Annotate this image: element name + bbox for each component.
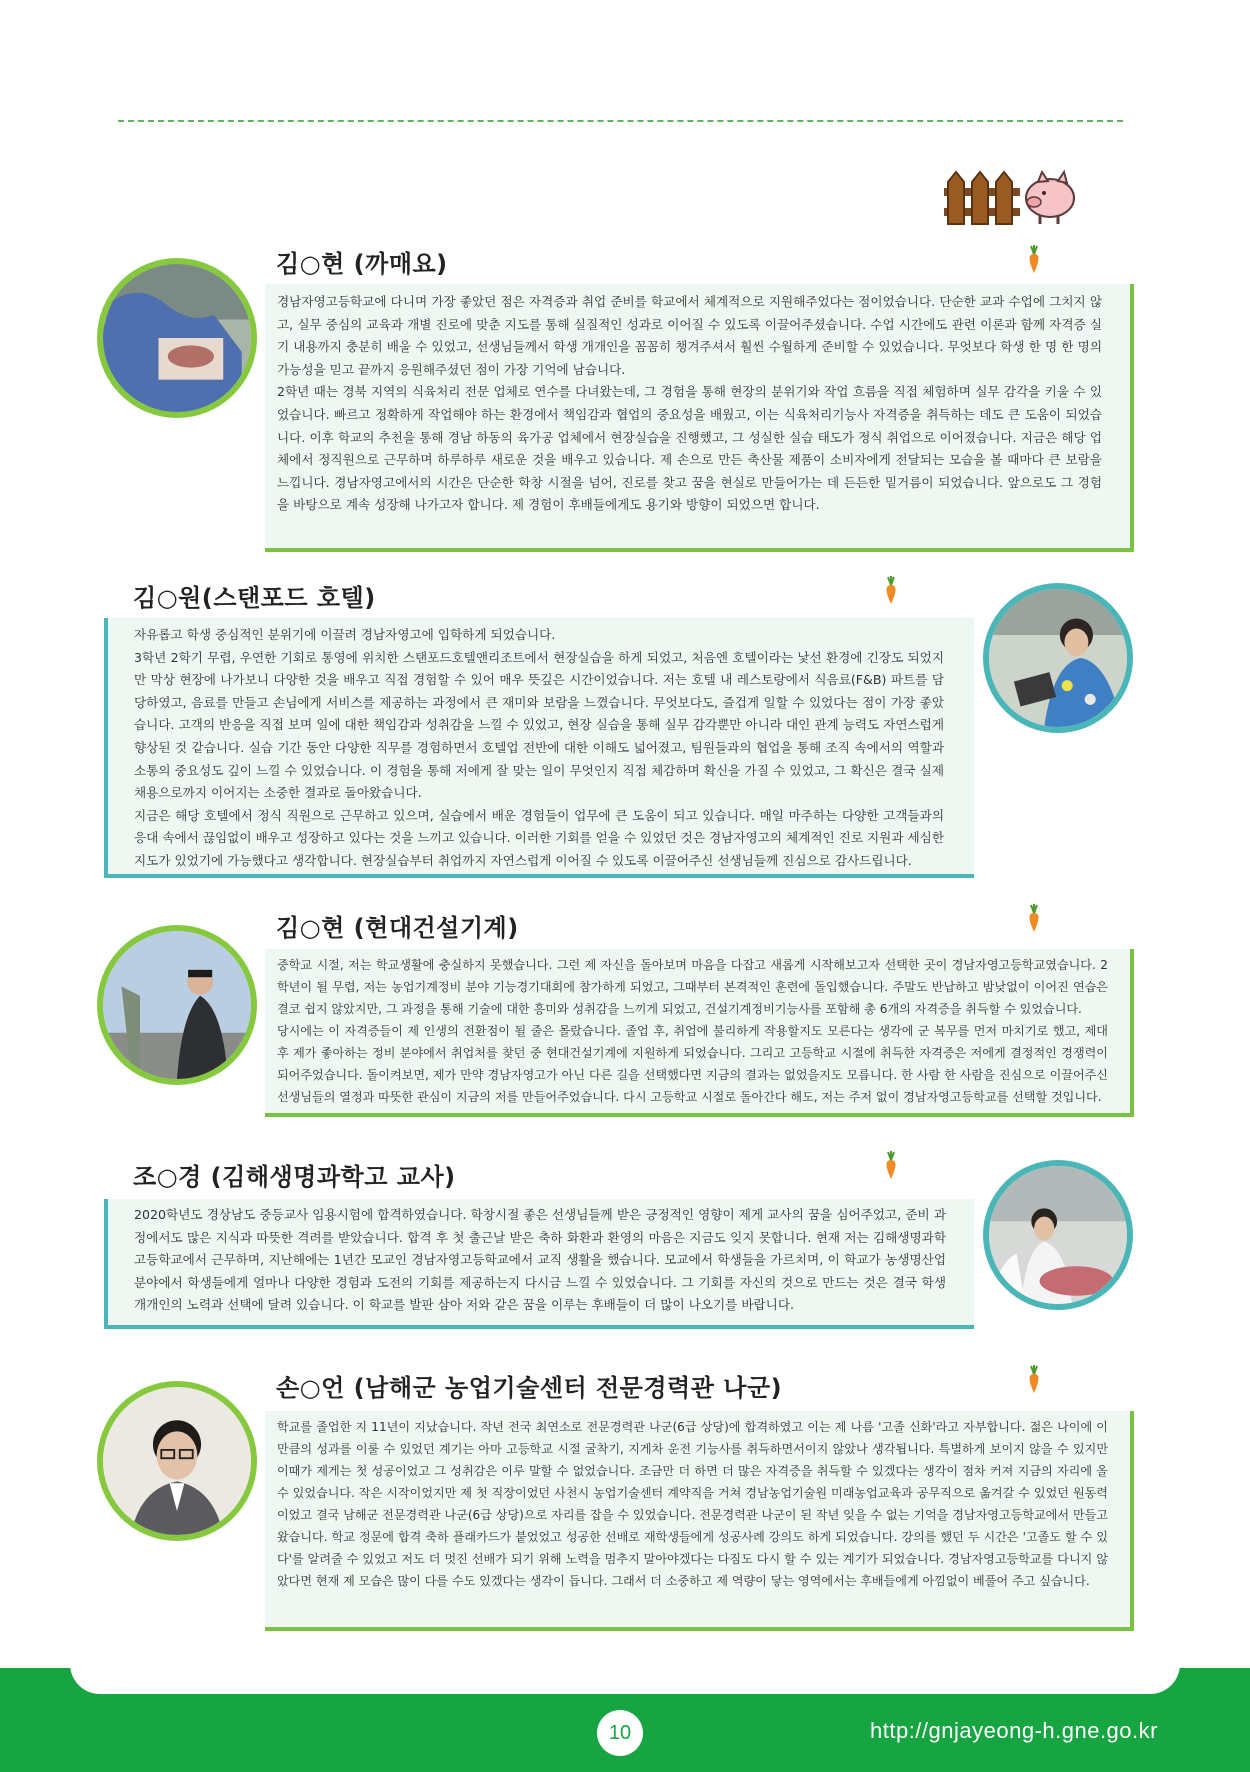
testimonial-1-name: 김○현 (까매요) [276, 250, 448, 278]
testimonial-4-box [104, 1199, 974, 1329]
testimonial-5-name: 손○언 (남해군 농업기술센터 전문경력관 나군) [276, 1374, 783, 1402]
page-number: 10 [597, 1710, 643, 1756]
testimonial-2-paragraph: 지금은 해당 호텔에서 정식 직원으로 근무하고 있으며, 실습에서 배운 경험들이 업무에 큰 도움이 되고 있습니다. 매일 마주하는 다양한 고객들과의 응대 속에서 끊임없이 배우고 성장하고 있다는 것을 느끼고 있습니다. 이러한 기회를 얻을 수 있었던 것은 경남자영고의 체계적인 진로 지원과 세심한 지도가 있었기에 가능했다고 생각합니다. 현장실습부터 취업까지 자연스럽게 이어질 수 있도록 이끌어주신 선생님들께 진심으로 감사드립니다. [134, 807, 944, 868]
testimonial-3-box [265, 949, 1134, 1117]
photo-5 [97, 1381, 257, 1541]
pig-icon [1026, 172, 1074, 224]
testimonial-5-box [265, 1411, 1134, 1631]
testimonial-3-paragraph: 당시에는 이 자격증들이 제 인생의 전환점이 될 줄은 몰랐습니다. 졸업 후, 취업에 불리하게 작용할지도 모른다는 생각에 군 복무를 먼저 마치기로 했고, 제대 후 제가 좋아하는 정비 분야에서 취업처를 찾던 중 현대건설기계에 지원하게 되었습니다. 그리고 고등학교 시절에 취득한 자격증은 저에게 결정적인 경쟁력이 되어주었습니다. 돌이켜보면, 제가 만약 경남자영고가 아닌 다른 길을 선택했다면 지금의 결과는 없었을지도 모릅니다. 한 사람 한 사람을 진심으로 이끌어주신 선생님들의 열정과 따뜻한 관심이 지금의 저를 만들어주었습니다. 다시 고등학교 시절로 돌아간다 해도, 저는 주저 없이 경남자영고등학교를 선택할 것입니다. [277, 1024, 1108, 1104]
testimonial-3-name: 김○현 (현대건설기계) [276, 914, 519, 942]
testimonial-5-paragraph: 학교를 졸업한 지 11년이 지났습니다. 작년 전국 최연소로 전문경력관 나군(6급 상당)에 합격하였고 이는 제 나름 '고졸 신화'라고 자부합니다. 젊은 나이에 이만큼의 성과를 이룰 수 있었던 계기는 아마 고등학교 시절 굴착기, 지게차 운전 기능사를 취득하면서이지 않았나 생각됩니다. 특별하게 보이지 않을 수 있지만 이때가 제게는 첫 성공이었고 그 성취감은 이루 말할 수 없었습니다. 조금만 더 하면 더 많은 자격증을 취득할 수 있겠다는 생각이 점차 커져 지금의 자리에 올 수 있었습니다. 작은 시작이었지만 제 첫 직장이었던 사천시 농업기술센터 계약직을 거쳐 경남농업기술원 미래농업교육과 공무직으로 옮겨갈 수 있었던 원동력이었고 결국 남해군 전문경력관 나군(6급 상당)으로 자리를 잡을 수 있었습니다. 전문경력관 나군이 된 작년 잊을 수 없는 기억을 경남자영고등학교에서 만들고 왔습니다. 학교 정문에 합격 축하 플래카드가 붙었었고 성공한 선배로 재학생들에게 성공사례 강의도 하게 되었습니다. 강의를 했던 두 시간은 '고졸도 할 수 있다'를 알려줄 수 있었고 저도 더 멋진 선배가 되기 위해 노력을 멈추지 말아야겠다는 다짐도 다시 할 수 있는 계기가 되었습니다. 경남자영고등학교를 다니지 않았다면 현재 제 모습은 많이 다를 수도 있겠다는 생각이 듭니다. 그래서 더 소중하고 제 역량이 닿는 영역에서는 후배들에게 아낌없이 베풀어 주고 싶습니다. [277, 1420, 1108, 1588]
testimonial-2-paragraph: 자유롭고 학생 중심적인 분위기에 이끌려 경남자영고에 입학하게 되었습니다. [134, 627, 556, 642]
carrot-icon [1025, 1364, 1043, 1394]
testimonial-1-box [265, 284, 1134, 552]
fence-icon [944, 172, 1020, 224]
carrot-icon [882, 575, 900, 605]
photo-2 [983, 583, 1133, 733]
photo-4 [983, 1160, 1133, 1310]
footer-url-link[interactable]: http://gnjayeong-h.gne.go.kr [870, 1718, 1158, 1743]
footer-notch [70, 1648, 1180, 1694]
carrot-icon [1025, 244, 1043, 274]
photo-3 [97, 925, 257, 1085]
testimonial-4-paragraph: 2020학년도 경상남도 중등교사 임용시험에 합격하였습니다. 학창시절 좋은 선생님들께 받은 긍정적인 영향이 제게 교사의 꿈을 심어주었고, 준비 과정에서도 많은 지식과 따뜻한 격려를 받았습니다. 합격 후 첫 출근날 받은 축하 화환과 환영의 마음은 지금도 잊지 못합니다. 현재 저는 김해생명과학고등학교에서 근무하며, 지난해에는 1년간 모교인 경남자영고등학교에서 교직 생활을 했습니다. 모교에서 학생들을 가르치며, 이 학교가 농생명산업 분야에서 학생들에게 얼마나 다양한 경험과 도전의 기회를 제공하는지 다시금 느낄 수 있었습니다. 그 기회를 자신의 것으로 만드는 것은 결국 학생 개개인의 노력과 선택에 달려 있습니다. 이 학교를 발판 삼아 저와 같은 꿈을 이루는 후배들이 더 많이 나오기를 바랍니다. [134, 1207, 946, 1313]
carrot-icon [882, 1150, 900, 1180]
testimonial-2-box [104, 618, 974, 878]
carrot-icon [1025, 903, 1043, 933]
top-dashed-rule [118, 120, 1123, 122]
testimonial-1-paragraph: 경남자영고등학교에 다니며 가장 좋았던 점은 자격증과 취업 준비를 학교에서 체계적으로 지원해주었다는 점이었습니다. 단순한 교과 수업에 그치지 않고, 실무 중심의 교육과 개별 진로에 맞춘 지도를 통해 실질적인 성과로 이어질 수 있도록 이끌어주셨습니다. 수업 시간에도 관련 이론과 함께 자격증 실기 내용까지 충분히 배울 수 있었고, 선생님들께서 학생 개개인을 꼼꼼히 챙겨주셔서 훨씬 수월하게 준비할 수 있었습니다. 무엇보다 학생 한 명 한 명의 가능성을 믿고 끝까지 응원해주셨던 점이 가장 기억에 남습니다. [277, 294, 1102, 377]
photo-1 [97, 258, 257, 418]
testimonial-4-name: 조○경 (김해생명과학고 교사) [133, 1163, 456, 1191]
testimonial-3-paragraph: 중학교 시절, 저는 학교생활에 충실하지 못했습니다. 그런 제 자신을 돌아보며 마음을 다잡고 새롭게 시작해보고자 선택한 곳이 경남자영고등학교였습니다. 2학년이 될 무렵, 저는 농업기계정비 분야 기능경기대회에 참가하게 되었고, 그때부터 본격적인 훈련에 돌입했습니다. 주말도 반납하고 밤낮없이 이어진 연습은 결코 쉽지 않았지만, 그 과정을 통해 기술에 대한 흥미와 성취감을 느끼게 되었고, 건설기계정비기능사를 포함해 총 6개의 자격증을 취득할 수 있었습니다. [277, 958, 1108, 1016]
testimonial-1-paragraph: 2학년 때는 경북 지역의 식육처리 전문 업체로 연수를 다녀왔는데, 그 경험을 통해 현장의 분위기와 작업 흐름을 직접 체험하며 실무 감각을 키울 수 있었습니다. 빠르고 정확하게 작업해야 하는 환경에서 책임감과 협업의 중요성을 배웠고, 이는 식육처리기능사 자격증을 취득하는 데도 큰 도움이 되었습니다. 이후 학교의 추천을 통해 경남 하동의 육가공 업체에서 현장실습을 진행했고, 그 성실한 실습 태도가 정식 취업으로 이어졌습니다. 지금은 해당 업체에서 정직원으로 근무하며 하루하루 새로운 것을 배우고 있습니다. 제 손으로 만든 축산물 제품이 소비자에게 전달되는 모습을 볼 때마다 큰 보람을 느낍니다. 경남자영고에서의 시간은 단순한 학창 시절을 넘어, 진로를 찾고 꿈을 현실로 만들어가는 데 든든한 밑거름이 되었습니다. 앞으로도 그 경험을 바탕으로 계속 성장해 나가고자 합니다. 제 경험이 후배들에게도 용기와 방향이 되었으면 합니다. [277, 384, 1102, 513]
fence-pig-decoration [942, 166, 1077, 228]
testimonial-2-name: 김○원(스탠포드 호텔) [133, 584, 376, 612]
testimonial-2-paragraph: 3학년 2학기 무렵, 우연한 기회로 통영에 위치한 스탠포드호텔앤리조트에서 현장실습을 하게 되었고, 처음엔 호텔이라는 낯선 환경에 긴장도 되었지만 막상 현장에 나가보니 다양한 것을 배우고 직접 경험할 수 있어 매우 뜻깊은 시간이었습니다. 저는 호텔 내 레스토랑에서 식음료(F&B) 파트를 담당하였고, 음료를 만들고 손님에게 서비스를 제공하는 과정에서 큰 재미와 보람을 느꼈습니다. 무엇보다도, 즐겁게 일할 수 있었다는 점이 가장 좋았습니다. 고객의 반응을 직접 보며 일에 대한 책임감과 성취감을 느낄 수 있었고, 현장 실습을 통해 실무 감각뿐만 아니라 대인 관계 능력도 자연스럽게 향상된 것 같습니다. 실습 기간 동안 다양한 직무를 경험하면서 호텔업 전반에 대한 이해도 넓어졌고, 팀원들과의 협업을 통해 조직 속에서의 역할과 소통의 중요성도 깊이 느낄 수 있었습니다. 이 경험을 통해 저에게 잘 맞는 일이 무엇인지 직접 체감하며 확신을 가질 수 있었고, 그 확신은 결국 실제 채용으로까지 이어지는 소중한 결과로 돌아왔습니다. [134, 649, 944, 801]
